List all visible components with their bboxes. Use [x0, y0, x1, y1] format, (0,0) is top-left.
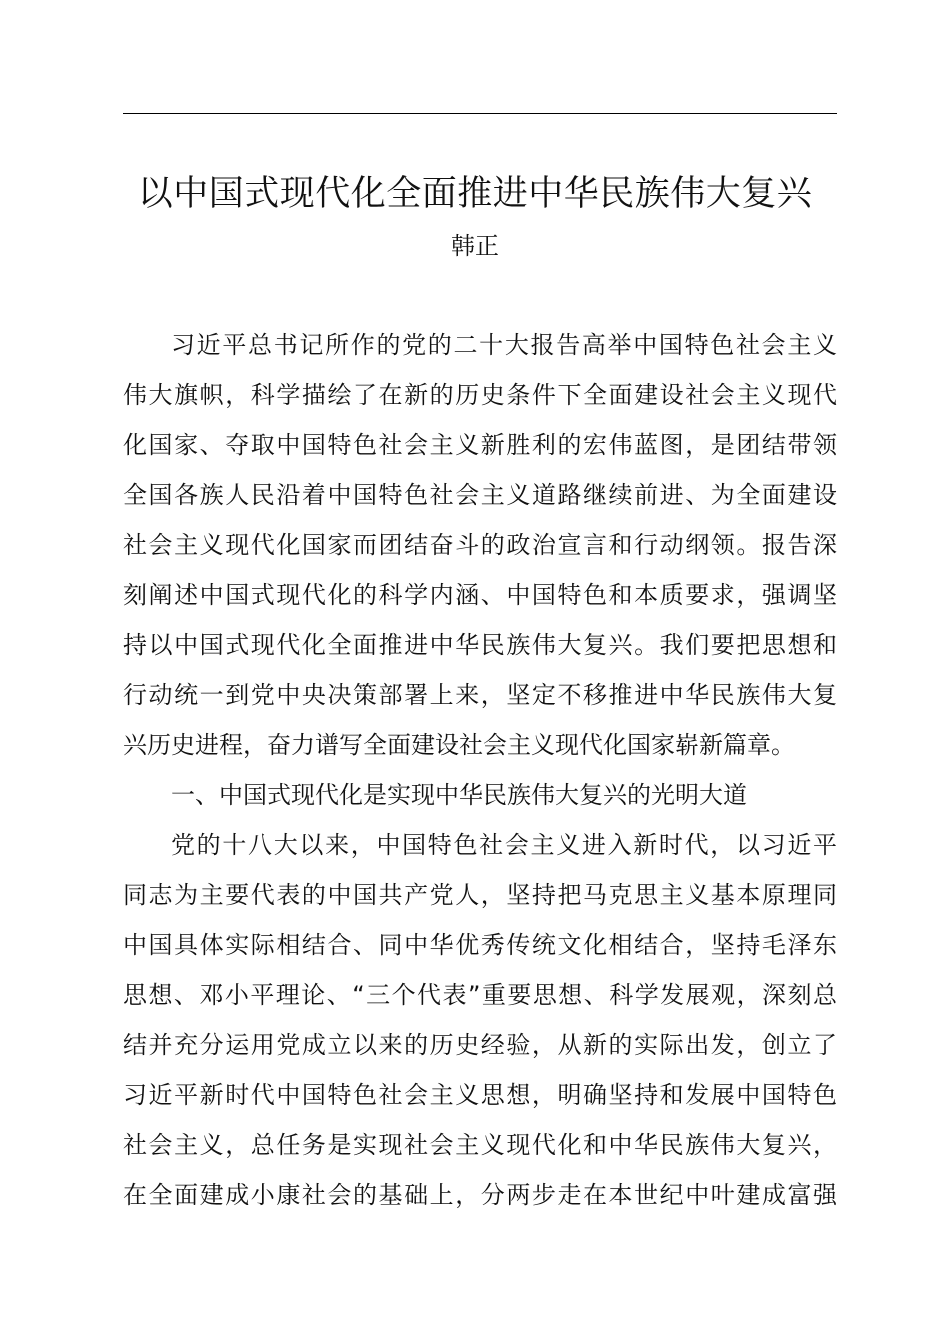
body-line: 社会主义现代化国家而团结奋斗的政治宣言和行动纲领。报告深 — [123, 531, 837, 559]
body-line: 兴历史进程，奋力谱写全面建设社会主义现代化国家崭新篇章。 — [123, 731, 795, 759]
body-line: 刻阐述中国式现代化的科学内涵、中国特色和本质要求，强调坚 — [123, 581, 837, 609]
body-line: 社会主义，总任务是实现社会主义现代化和中华民族伟大复兴， — [123, 1131, 837, 1159]
body-line: 行动统一到党中央决策部署上来，坚定不移推进中华民族伟大复 — [123, 681, 837, 709]
section-heading: 一、中国式现代化是实现中华民族伟大复兴的光明大道 — [171, 781, 747, 809]
body-line: 习近平总书记所作的党的二十大报告高举中国特色社会主义 — [171, 331, 837, 359]
body-line: 伟大旗帜，科学描绘了在新的历史条件下全面建设社会主义现代 — [123, 381, 837, 409]
header-rule — [123, 113, 837, 114]
document-body — [123, 320, 837, 1220]
body-line: 全国各族人民沿着中国特色社会主义道路继续前进、为全面建设 — [123, 481, 837, 509]
body-line: 结并充分运用党成立以来的历史经验，从新的实际出发，创立了 — [123, 1031, 837, 1059]
body-line: 同志为主要代表的中国共产党人，坚持把马克思主义基本原理同 — [123, 881, 837, 909]
body-line: 党的十八大以来，中国特色社会主义进入新时代，以习近平 — [171, 831, 837, 859]
body-line: 思想、邓小平理论、“三个代表”重要思想、科学发展观，深刻总 — [123, 981, 837, 1009]
body-line: 在全面建成小康社会的基础上，分两步走在本世纪中叶建成富强 — [123, 1181, 837, 1209]
document-author: 韩正 — [451, 232, 499, 260]
body-line: 化国家、夺取中国特色社会主义新胜利的宏伟蓝图，是团结带领 — [123, 431, 837, 459]
document-title: 以中国式现代化全面推进中华民族伟大复兴 — [137, 174, 813, 214]
body-line: 持以中国式现代化全面推进中华民族伟大复兴。我们要把思想和 — [123, 631, 837, 659]
body-line: 中国具体实际相结合、同中华优秀传统文化相结合，坚持毛泽东 — [123, 931, 837, 959]
body-line: 习近平新时代中国特色社会主义思想，明确坚持和发展中国特色 — [123, 1081, 837, 1109]
